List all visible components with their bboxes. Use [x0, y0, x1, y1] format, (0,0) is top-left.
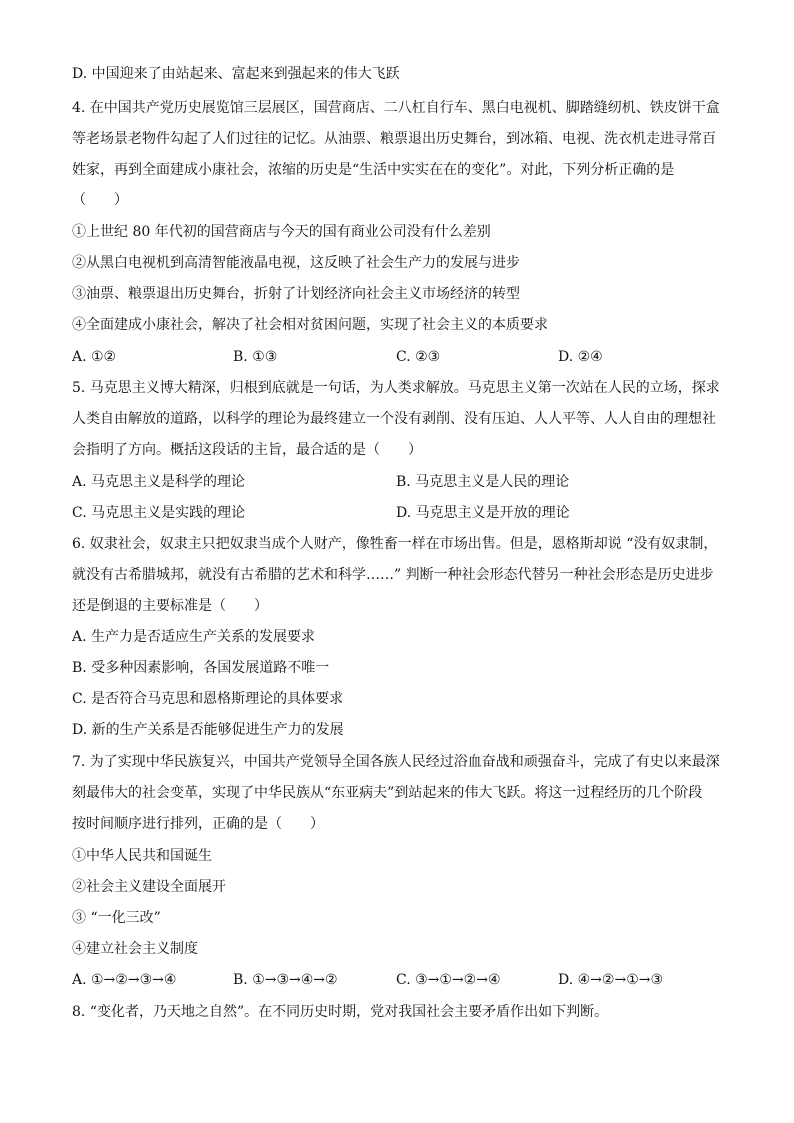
q3-option-d: D. 中国迎来了由站起来、富起来到强起来的伟大飞跃: [72, 66, 400, 82]
q6-stem-line-1: 6. 奴隶社会，奴隶主只把奴隶当成个人财产，像牲畜一样在市场出售。但是，恩格斯却说 “没有奴隶制，: [72, 536, 718, 552]
q8-stem-line-1: 8. “变化者，乃天地之自然”。在不同历史时期，党对我国社会主要矛盾作出如下判断。: [72, 1004, 609, 1020]
q7-stem-line-1: 7. 为了实现中华民族复兴，中国共产党领导全国各族人民经过浴血奋战和顽强奋斗，完成了有史以来最深: [72, 754, 720, 770]
q5-stem-line-1: 5. 马克思主义博大精深，归根到底就是一句话，为人类求解放。马克思主义第一次站在人民的立场，探求: [72, 380, 720, 396]
q4-option-b: B. ①③: [233, 349, 278, 365]
q6-option-d: D. 新的生产关系是否能够促进生产力的发展: [72, 722, 344, 738]
q4-statement-3: ③油票、粮票退出历史舞台，折射了计划经济向社会主义市场经济的转型: [72, 286, 520, 302]
q7-option-d: D. ④→②→①→③: [558, 972, 664, 988]
q7-option-c: C. ③→①→②→④: [396, 972, 501, 988]
q4-option-c: C. ②③: [396, 349, 441, 365]
q7-option-b: B. ①→③→④→②: [233, 972, 338, 988]
q6-option-b: B. 受多种因素影响，各国发展道路不唯一: [72, 660, 330, 676]
q7-stem-line-2: 刻最伟大的社会变革，实现了中华民族从“东亚病夫”到站起来的伟大飞跃。将这一过程经历的几个阶段: [72, 785, 703, 801]
q7-statement-3: ③ “一化三改”: [72, 910, 161, 926]
q7-statement-2: ②社会主义建设全面展开: [72, 879, 226, 895]
q6-option-a: A. 生产力是否适应生产关系的发展要求: [72, 629, 316, 645]
q4-stem-line-1: 4. 在中国共产党历史展览馆三层展区，国营商店、二八杠自行车、黑白电视机、脚踏缝纫机、铁皮饼干盒: [72, 100, 720, 116]
q5-option-c: C. 马克思主义是实践的理论: [72, 505, 246, 521]
q4-statement-4: ④全面建成小康社会，解决了社会相对贫困问题，实现了社会主义的本质要求: [72, 317, 548, 333]
q7-statement-4: ④建立社会主义制度: [72, 941, 198, 957]
q4-option-d: D. ②④: [558, 349, 603, 365]
q4-stem-line-2: 等老场景老物件勾起了人们过往的记忆。从油票、粮票退出历史舞台，到冰箱、电视、洗衣机走进寻常百: [72, 131, 716, 147]
q4-statement-2: ②从黑白电视机到高清智能液晶电视，这反映了社会生产力的发展与进步: [72, 255, 520, 271]
q4-stem-line-4: （ ）: [72, 192, 128, 208]
q4-option-a: A. ①②: [72, 349, 117, 365]
q5-stem-line-3: 会指明了方向。概括这段话的主旨，最合适的是（ ）: [72, 442, 422, 458]
q6-stem-line-2: 就没有古希腊城邦，就没有古希腊的艺术和科学……” 判断一种社会形态代替另一种社会形态是历史进步: [72, 567, 714, 583]
q6-stem-line-3: 还是倒退的主要标准是（ ）: [72, 598, 268, 614]
q4-stem-line-3: 姓家，再到全面建成小康社会，浓缩的历史是“生活中实实在在的变化”。对此，下列分析正确的是: [72, 162, 675, 178]
q5-option-d: D. 马克思主义是开放的理论: [396, 505, 570, 521]
q4-statement-1: ①上世纪 80 年代初的国营商店与今天的国有商业公司没有什么差别: [72, 224, 491, 240]
q7-stem-line-3: 按时间顺序进行排列，正确的是（ ）: [72, 816, 324, 832]
q6-option-c: C. 是否符合马克思和恩格斯理论的具体要求: [72, 691, 344, 707]
q5-option-b: B. 马克思主义是人民的理论: [396, 474, 570, 490]
q5-option-a: A. 马克思主义是科学的理论: [72, 474, 246, 490]
q5-stem-line-2: 人类自由解放的道路，以科学的理论为最终建立一个没有剥削、没有压迫、人人平等、人人自由的理想社: [72, 411, 716, 427]
q7-option-a: A. ①→②→③→④: [72, 972, 177, 988]
q7-statement-1: ①中华人民共和国诞生: [72, 848, 212, 864]
